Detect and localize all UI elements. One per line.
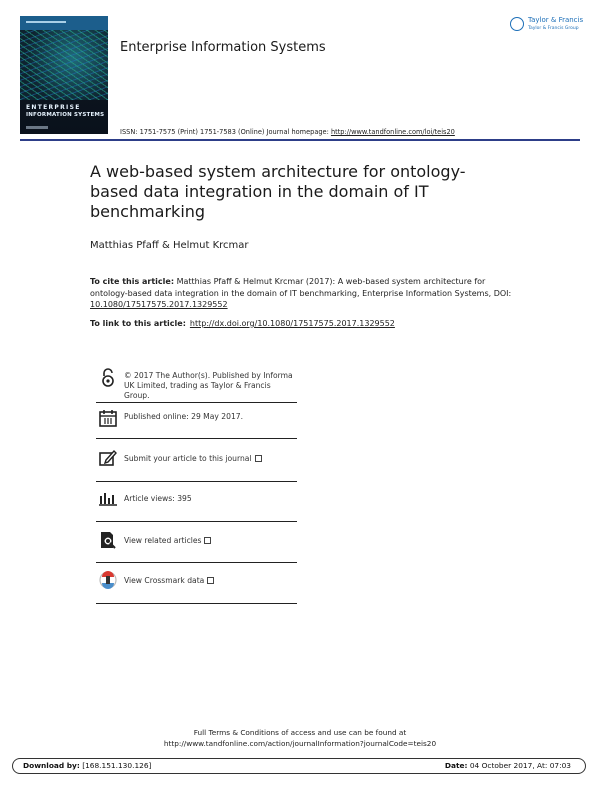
related-articles-row[interactable] — [96, 530, 296, 560]
cover-publisher-mark — [26, 126, 48, 129]
cover-title-line1: ENTERPRISE — [26, 104, 81, 111]
external-link-icon — [207, 577, 214, 584]
downloaded-by — [23, 761, 151, 770]
download-info-bar — [12, 758, 586, 774]
edit-icon — [98, 448, 118, 466]
downloaded-by-value: [168.151.130.126] — [82, 761, 152, 770]
crossmark-row[interactable] — [96, 570, 296, 600]
related-articles-link[interactable] — [124, 536, 211, 546]
external-link-icon — [255, 455, 262, 462]
journal-cover-image — [20, 16, 108, 134]
issn-text: ISSN: 1751-7575 (Print) 1751-7583 (Online) Journal homepage: — [120, 128, 331, 136]
open-access-row — [96, 368, 296, 400]
info-divider — [96, 562, 297, 563]
open-access-text: © 2017 The Author(s). Published by Informa UK Limited, trading as Taylor & Francis Group. — [124, 371, 293, 400]
link-label: To link to this article: — [90, 319, 186, 328]
submit-article-label: Submit your article to this journal — [124, 454, 252, 463]
info-divider — [96, 603, 297, 604]
cover-title-line2: INFORMATION SYSTEMS — [26, 112, 105, 118]
terms-url-link[interactable]: http://www.tandfonline.com/action/journalInformation?journalCode=teis20 — [163, 739, 437, 748]
info-divider — [96, 481, 297, 482]
journal-homepage-link[interactable]: http://www.tandfonline.com/loi/teis20 — [330, 128, 455, 136]
taylor-francis-logo-icon — [510, 17, 524, 31]
header-divider — [20, 139, 580, 141]
cite-label: To cite this article: — [90, 277, 175, 286]
published-text: Published online: 29 May 2017. — [124, 412, 244, 421]
related-articles-label: View related articles — [124, 536, 202, 545]
bar-chart-icon — [98, 488, 118, 506]
crossmark-link[interactable] — [124, 576, 214, 586]
terms-line-1: Full Terms & Conditions of access and use can be found at — [193, 728, 407, 737]
publisher-name: Taylor & Francis — [528, 16, 584, 24]
cover-top-band — [20, 16, 108, 30]
citation-block — [90, 276, 520, 311]
open-access-icon — [98, 368, 118, 386]
article-url-link[interactable]: http://dx.doi.org/10.1080/17517575.2017.1329552 — [189, 319, 395, 328]
article-authors: Matthias Pfaff & Helmut Krcmar — [90, 240, 249, 251]
article-views-text: Article views: 395 — [124, 494, 192, 503]
info-divider — [96, 438, 297, 439]
search-document-icon — [98, 530, 118, 548]
cite-text: Matthias Pfaff & Helmut Krcmar (2017): A web-based system architecture for ontology-based data integration in the domain of IT benchmarking, Enterprise Information Systems, DOI: — [90, 277, 512, 298]
crossmark-label: View Crossmark data — [124, 576, 205, 585]
crossmark-icon — [98, 570, 118, 588]
publisher-logo — [510, 16, 582, 36]
published-row — [96, 408, 296, 438]
article-title: A web-based system architecture for ontology-based data integration in the domain of IT benchmarking — [90, 162, 466, 221]
submit-article-row[interactable] — [96, 448, 296, 478]
doi-link[interactable]: 10.1080/17517575.2017.1329552 — [90, 300, 228, 309]
submit-article-link[interactable] — [124, 454, 262, 464]
download-date-label: Date: — [444, 761, 468, 770]
info-divider — [96, 521, 297, 522]
download-date — [445, 761, 571, 770]
downloaded-by-label: Download by: — [23, 761, 80, 770]
calendar-icon — [98, 408, 118, 426]
cover-pattern — [20, 30, 108, 100]
article-link-block — [90, 319, 395, 328]
info-divider — [96, 402, 297, 403]
publisher-tagline: Taylor & Francis Group — [528, 26, 579, 31]
journal-title: Enterprise Information Systems — [120, 40, 326, 55]
issn-line — [120, 128, 455, 136]
terms-notice — [0, 727, 600, 749]
external-link-icon — [204, 537, 211, 544]
download-date-value: 04 October 2017, At: 07:03 — [469, 761, 571, 770]
article-views-row — [96, 488, 296, 518]
